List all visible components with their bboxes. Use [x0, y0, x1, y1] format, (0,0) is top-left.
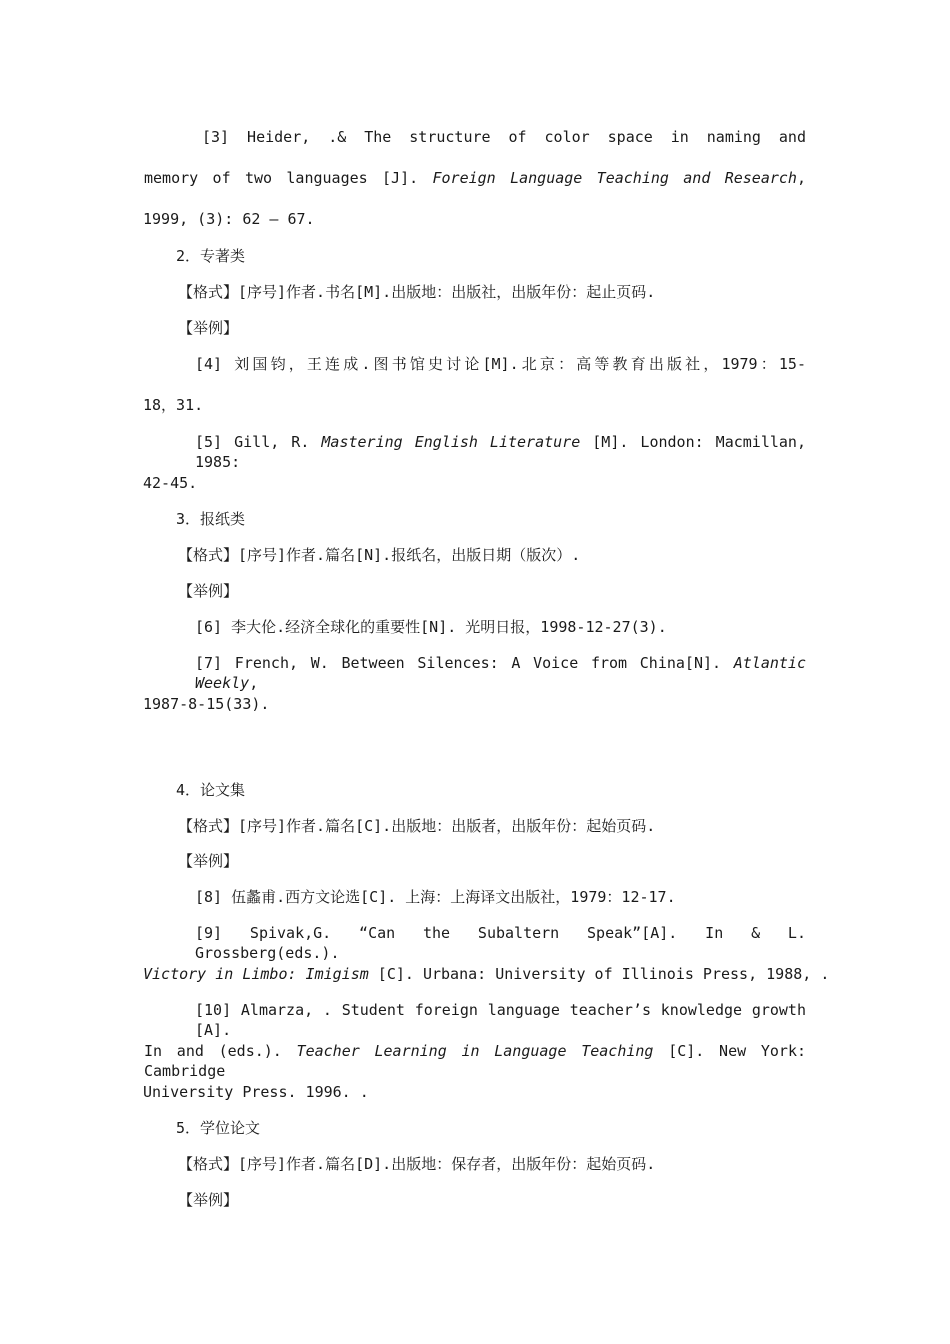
section-2-heading: 2．专著类	[176, 247, 246, 265]
ref5-publisher: [M]. London: Macmillan, 1985:	[195, 433, 806, 471]
ref3-punct: ,	[796, 169, 806, 187]
ref6-line1: [6] 李大伦.经济全球化的重要性[N]. 光明日报，1998-12-27(3).	[195, 618, 667, 636]
ref4-line1: [4] 刘国钧，王连成.图书馆史讨论[M].北京：高等教育出版社，1979：15-	[195, 355, 806, 373]
section-3-format: 【格式】[序号]作者.篇名[N].报纸名，出版日期（版次）.	[178, 546, 581, 564]
section-4-format: 【格式】[序号]作者.篇名[C].出版地：出版者，出版年份：起始页码.	[178, 817, 656, 835]
ref10-book-title: Teacher Learning in Language Teaching	[296, 1042, 654, 1060]
ref7-line1	[144, 653, 806, 693]
section-4-example-label: 【举例】	[178, 852, 239, 870]
ref9-line2	[143, 964, 829, 984]
ref9-line1: [9] Spivak,G. “Can the Subaltern Speak”[A]. In & L. Grossberg(eds.).	[195, 924, 806, 962]
section-2-example-label: 【举例】	[178, 319, 239, 337]
ref10-editors: In and (eds.).	[144, 1042, 297, 1060]
ref4-line2: 18，31.	[143, 396, 204, 414]
ref3-authors-text: memory of two languages [J].	[144, 169, 433, 187]
ref10-line3: University Press. 1996. .	[143, 1083, 369, 1101]
ref10-line2	[144, 1041, 806, 1081]
ref7-line2: 1987-8-15(33).	[143, 695, 270, 713]
ref9-book-title: Victory in Limbo: Imigism	[143, 965, 369, 983]
ref7-newspaper: Atlantic Weekly	[195, 654, 806, 692]
section-2-format: 【格式】[序号]作者.书名[M].出版地：出版社，出版年份：起止页码.	[178, 283, 656, 301]
ref8-line1: [8] 伍蠡甫.西方文论选[C]. 上海：上海译文出版社，1979：12-17.	[195, 888, 676, 906]
ref5-line2: 42-45.	[143, 474, 198, 492]
ref3-line3: 1999, (3): 62 – 67.	[143, 210, 315, 228]
ref3-line2	[144, 168, 806, 188]
ref10-publisher: [C]. New York: Cambridge	[144, 1042, 807, 1080]
section-5-format: 【格式】[序号]作者.篇名[D].出版地：保存者，出版年份：起始页码.	[178, 1155, 656, 1173]
section-3-example-label: 【举例】	[178, 582, 239, 600]
ref5-book-title: Mastering English Literature	[321, 433, 581, 451]
section-4-heading: 4．论文集	[176, 781, 246, 799]
section-5-example-label: 【举例】	[178, 1191, 239, 1209]
ref9-publisher: [C]. Urbana: University of Illinois Press, 1988, .	[368, 965, 830, 983]
ref5-author: [5] Gill, R.	[195, 433, 322, 451]
section-5-heading: 5．学位论文	[176, 1119, 261, 1137]
ref5-line1	[144, 432, 806, 472]
ref7-punct: ,	[249, 674, 259, 692]
ref3-line1: [3] Heider, .& The structure of color space in naming and	[202, 128, 806, 146]
ref10-line1: [10] Almarza, . Student foreign language teacher’s knowledge growth [A].	[195, 1001, 806, 1039]
section-3-heading: 3．报纸类	[176, 510, 246, 528]
ref3-journal-title: Foreign Language Teaching and Research	[432, 169, 797, 187]
ref7-text: [7] French, W. Between Silences: A Voice from China[N].	[195, 654, 734, 672]
